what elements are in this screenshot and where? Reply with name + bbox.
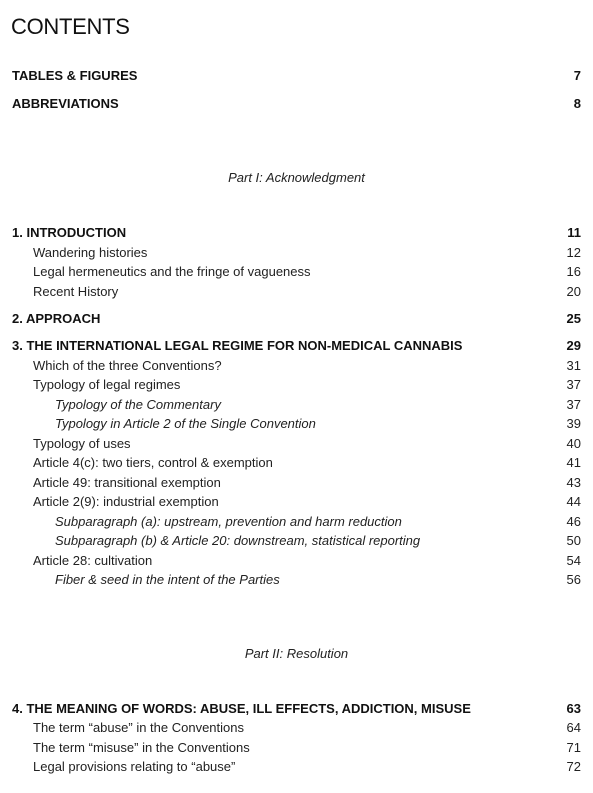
toc-entry-page: 46 (566, 514, 581, 529)
toc-subsection[interactable] (12, 397, 581, 413)
toc-entry-label: Recent History (33, 284, 119, 299)
toc-entry-label: Legal hermeneutics and the fringe of vagueness (33, 264, 311, 279)
toc-section[interactable] (12, 740, 581, 756)
toc-entry-page: 71 (566, 740, 581, 755)
toc-section[interactable] (12, 284, 581, 300)
toc-section[interactable] (12, 494, 581, 510)
toc-subsection[interactable] (12, 514, 581, 530)
toc-section[interactable] (12, 358, 581, 374)
toc-section[interactable] (12, 264, 581, 280)
toc-entry-label: Which of the three Conventions? (33, 358, 222, 373)
toc-chapter-meaning-of-words[interactable] (12, 701, 581, 717)
toc-chapter-introduction[interactable] (12, 225, 581, 241)
toc-entry-label: Subparagraph (b) & Article 20: downstream, statistical reporting (55, 533, 421, 548)
toc-entry-page: 7 (573, 68, 581, 83)
toc-subsection[interactable] (12, 416, 581, 432)
toc-entry-label: Typology of the Commentary (55, 397, 221, 412)
contents-title: CONTENTS (11, 14, 130, 39)
toc-entry-label: The term “abuse” in the Conventions (33, 720, 244, 735)
toc-entry-label: 2. APPROACH (12, 311, 101, 326)
toc-entry-page: 8 (573, 96, 581, 111)
toc-entry-page: 50 (566, 533, 581, 548)
toc-entry-page: 11 (567, 225, 581, 240)
toc-entry-label: Typology of uses (33, 436, 131, 451)
toc-entry-page: 39 (566, 416, 581, 431)
part-heading-2: Part II: Resolution (244, 646, 349, 661)
toc-entry-label: Fiber & seed in the intent of the Parties (55, 572, 280, 587)
toc-entry-page: 56 (566, 572, 581, 587)
toc-chapter-regime[interactable] (12, 338, 581, 354)
toc-section[interactable] (12, 759, 581, 775)
toc-entry-page: 20 (566, 284, 581, 299)
toc-entry-page: 41 (566, 455, 581, 470)
toc-entry-label: The term “misuse” in the Conventions (33, 740, 250, 755)
toc-section[interactable] (12, 377, 581, 393)
toc-section[interactable] (12, 455, 581, 471)
toc-chapter-approach[interactable] (12, 311, 581, 327)
toc-entry-page: 43 (566, 475, 581, 490)
toc-entry-page: 37 (566, 397, 581, 412)
toc-entry-page: 25 (566, 311, 581, 326)
toc-entry-page: 29 (566, 338, 581, 353)
toc-section[interactable] (12, 475, 581, 491)
toc-entry-label: Article 4(c): two tiers, control & exemption (33, 455, 273, 470)
toc-entry-page: 31 (566, 358, 581, 373)
toc-entry-page: 64 (566, 720, 581, 735)
toc-entry-page: 54 (566, 553, 581, 568)
toc-entry-label: Wandering histories (33, 245, 148, 260)
toc-entry-page: 12 (566, 245, 581, 260)
toc-entry-abbreviations[interactable] (12, 96, 581, 112)
toc-entry-label: 1. INTRODUCTION (12, 225, 127, 240)
toc-entry-label: 4. THE MEANING OF WORDS: ABUSE, ILL EFFECTS, ADDICTION, MISUSE (12, 701, 471, 716)
toc-entry-label: Typology of legal regimes (33, 377, 181, 392)
toc-entry-label: Subparagraph (a): upstream, prevention and harm reduction (55, 514, 402, 529)
toc-entry-page: 16 (566, 264, 581, 279)
toc-entry-label: Typology in Article 2 of the Single Convention (55, 416, 316, 431)
toc-entry-label: 3. THE INTERNATIONAL LEGAL REGIME FOR NON-MEDICAL CANNABIS (12, 338, 463, 353)
toc-entry-label: Article 28: cultivation (33, 553, 153, 568)
toc-entry-page: 72 (566, 759, 581, 774)
toc-entry-label: Legal provisions relating to “abuse” (33, 759, 236, 774)
toc-entry-page: 37 (566, 377, 581, 392)
toc-subsection[interactable] (12, 533, 581, 549)
toc-section[interactable] (12, 436, 581, 452)
toc-section[interactable] (12, 245, 581, 261)
part-heading-1: Part I: Acknowledgment (228, 170, 365, 185)
toc-section[interactable] (12, 720, 581, 736)
toc-section[interactable] (12, 553, 581, 569)
toc-entry-label: Article 49: transitional exemption (33, 475, 221, 490)
toc-entry-label: Article 2(9): industrial exemption (33, 494, 219, 509)
toc-subsection[interactable] (12, 572, 581, 588)
toc-entry-page: 40 (566, 436, 581, 451)
toc-entry-page: 63 (566, 701, 581, 716)
toc-entry-label: ABBREVIATIONS (12, 96, 119, 111)
toc-entry-label: TABLES & FIGURES (12, 68, 138, 83)
toc-entry-tables-figures[interactable] (12, 68, 581, 84)
toc-entry-page: 44 (566, 494, 581, 509)
